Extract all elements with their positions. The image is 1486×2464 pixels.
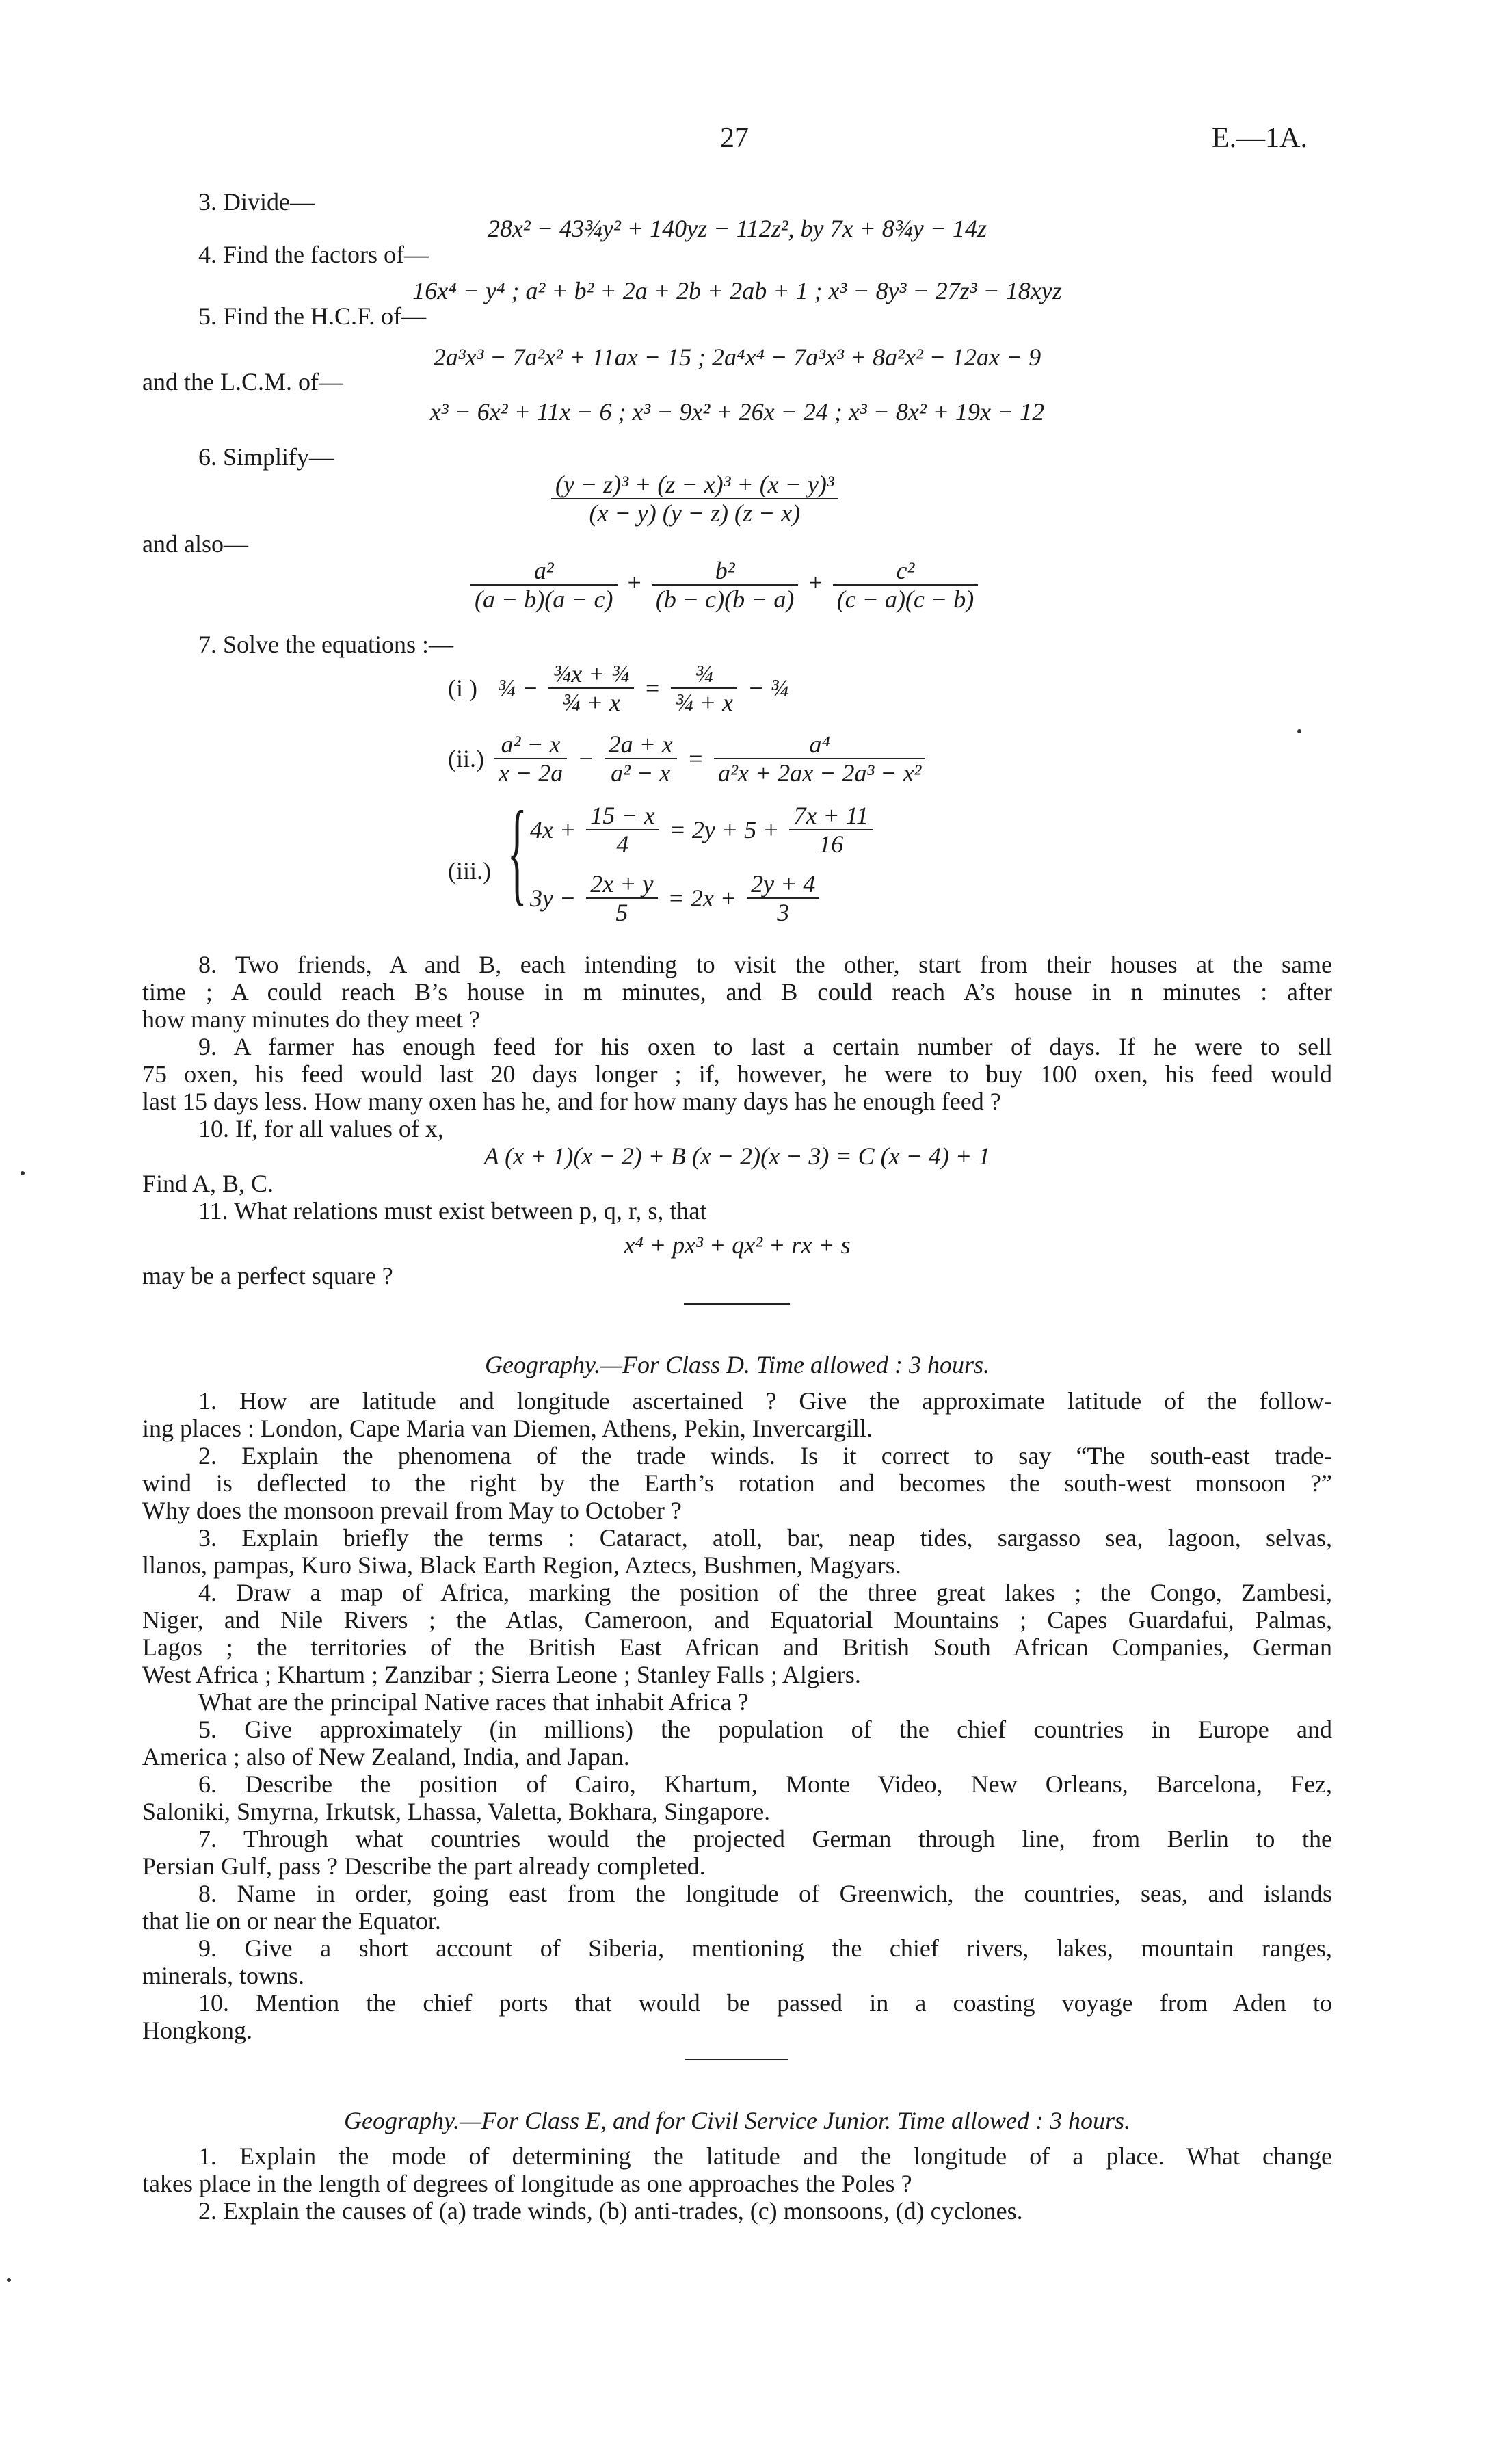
question-11-label: 11. What relations must exist between p, q, r, s, that — [198, 1197, 707, 1224]
geography-class-e-heading: Geography.—For Class E, and for Civil Service Junior. Time allowed : 3 hours. — [344, 2107, 1130, 2134]
equation-i: (i ) ¾ − $\frac{\text{¾x + ¾}}{\text{¾ + x}}$ = $\frac{\text{¾}}{\text{¾ + x}}$ − ¾ — [448, 660, 789, 716]
geo-d-line: wind is deflected to the right by the Earth’s rotation and becomes the south-west monsoon ?” — [142, 1469, 1332, 1497]
question-9-line-2: 75 oxen, his feed would last 20 days longer ; if, however, he were to buy 100 oxen, his feed would — [142, 1060, 1332, 1088]
geography-class-d-heading: Geography.—For Class D. Time allowed : 3 hours. — [484, 1351, 990, 1378]
geo-d-line: West Africa ; Khartum ; Zanzibar ; Sierra Leone ; Stanley Falls ; Algiers. — [142, 1661, 861, 1688]
geo-d-line: 8. Name in order, going east from the longitude of Greenwich, the countries, seas, and islands — [198, 1880, 1332, 1907]
page-number: 27 — [720, 122, 749, 154]
geo-d-line: minerals, towns. — [142, 1962, 304, 1989]
question-5-lcm-label: and the L.C.M. of— — [142, 368, 343, 395]
section-divider — [684, 1303, 790, 1305]
geo-e-line: 2. Explain the causes of (a) trade winds, (b) anti-trades, (c) monsoons, (d) cyclones. — [198, 2197, 1023, 2225]
question-10-label: 10. If, for all values of x, — [198, 1115, 444, 1142]
question-5-lcm-expression: x³ − 6x² + 11x − 6 ; x³ − 9x² + 26x − 24 ; x³ − 8x² + 19x − 12 — [429, 398, 1045, 425]
question-10-expression: A (x + 1)(x − 2) + B (x − 2)(x − 3) = C (x − 4) + 1 — [483, 1142, 991, 1170]
geo-d-line: 10. Mention the chief ports that would be passed in a coasting voyage from Aden to — [198, 1989, 1332, 2017]
section-divider — [685, 2059, 788, 2060]
print-speck — [1297, 729, 1301, 733]
question-6-fraction: $\frac{\text{(y − z)³ + (z − x)³ + (x − y)³}}{(x - y) (y - z) (z - x)}$ — [547, 471, 842, 527]
question-6-label: 6. Simplify— — [198, 443, 334, 471]
geo-d-line: that lie on or near the Equator. — [142, 1907, 441, 1935]
question-11-tail: may be a perfect square ? — [142, 1262, 393, 1289]
print-speck — [7, 2278, 11, 2282]
geo-d-line: 2. Explain the phenomena of the trade winds. Is it correct to say “The south-east trade- — [198, 1442, 1332, 1469]
question-8-line-3: how many minutes do they meet ? — [142, 1006, 480, 1033]
geo-d-line: Niger, and Nile Rivers ; the Atlas, Cameroon, and Equatorial Mountains ; Capes Guardafui, Palmas, — [142, 1606, 1332, 1634]
equation-iii-line-2: 3y − $\frac{2x + y}{5}$ = 2x + $\frac{2y + 4}{3}$ — [530, 870, 823, 926]
equation-ii: (ii.) $\frac{\text{a² − x}}{x - 2a}$ − $\frac{2a + x}{\text{a² − x}}$ = $\frac{\text{a⁴}}{\text{a²x + 2ax − 2a³ − x²}}$ — [448, 731, 929, 787]
equation-iii-label: (iii.) — [448, 857, 491, 884]
geo-e-line: takes place in the length of degrees of longitude as one approaches the Poles ? — [142, 2170, 912, 2197]
question-3-expression: 28x² − 43¾y² + 140yz − 112z², by 7x + 8¾y − 14z — [487, 215, 987, 242]
question-8-line-1: 8. Two friends, A and B, each intending to visit the other, start from their houses at the same — [198, 951, 1332, 978]
question-3-label: 3. Divide— — [198, 188, 315, 215]
geo-d-line: Persian Gulf, pass ? Describe the part already completed. — [142, 1852, 706, 1880]
geo-d-line: Saloniki, Smyrna, Irkutsk, Lhassa, Valetta, Bokhara, Singapore. — [142, 1798, 771, 1825]
question-6-sum-expression: $\frac{\text{a²}}{(a - b)(a - c)}$ + $\frac{\text{b²}}{(b - c)(b - a)}$ + $\frac{\text{c²}}{(c - a)(c - b)}$ — [466, 557, 982, 613]
geo-d-line: Lagos ; the territories of the British East African and British South African Companies, German — [142, 1634, 1332, 1661]
question-10-tail: Find A, B, C. — [142, 1170, 274, 1197]
geo-d-line: llanos, pampas, Kuro Siwa, Black Earth Region, Aztecs, Bushmen, Magyars. — [142, 1551, 901, 1579]
geo-d-line: 1. How are latitude and longitude ascertained ? Give the approximate latitude of the follow- — [198, 1387, 1332, 1415]
geo-d-line: 9. Give a short account of Siberia, mentioning the chief rivers, lakes, mountain ranges, — [198, 1935, 1332, 1962]
equation-iii-line-1: 4x + $\frac{15 - x}{4}$ = 2y + 5 + $\frac{7x + 11}{16}$ — [530, 802, 877, 858]
left-brace-icon: { — [507, 787, 527, 916]
geo-d-line: 7. Through what countries would the projected German through line, from Berlin to the — [198, 1825, 1332, 1852]
geo-d-line: Why does the monsoon prevail from May to October ? — [142, 1497, 682, 1524]
question-4-label: 4. Find the factors of— — [198, 241, 429, 268]
geo-d-line: America ; also of New Zealand, India, and Japan. — [142, 1743, 630, 1770]
geo-e-line: 1. Explain the mode of determining the latitude and the longitude of a place. What change — [198, 2142, 1332, 2170]
question-8-line-2: time ; A could reach B’s house in m minutes, and B could reach A’s house in n minutes : after — [142, 978, 1332, 1006]
geo-d-line: Hongkong. — [142, 2017, 252, 2044]
geo-d-line: 5. Give approximately (in millions) the population of the chief countries in Europe and — [198, 1716, 1332, 1743]
question-11-expression: x⁴ + px³ + qx² + rx + s — [624, 1231, 851, 1259]
print-speck — [21, 1171, 25, 1175]
question-7-label: 7. Solve the equations :— — [198, 631, 453, 658]
question-5-label: 5. Find the H.C.F. of— — [198, 302, 427, 330]
question-4-expression: 16x⁴ − y⁴ ; a² + b² + 2a + 2b + 2ab + 1 ; x³ − 8y³ − 27z³ − 18xyz — [412, 277, 1062, 304]
question-9-line-1: 9. A farmer has enough feed for his oxen to last a certain number of days. If he were to sell — [198, 1033, 1332, 1060]
question-5-hcf-expression: 2a³x³ − 7a²x² + 11ax − 15 ; 2a⁴x⁴ − 7a³x³ + 8a²x² − 12ax − 9 — [433, 343, 1041, 371]
geo-d-line: What are the principal Native races that inhabit Africa ? — [198, 1688, 749, 1716]
geo-d-line: ing places : London, Cape Maria van Diemen, Athens, Pekin, Invercargill. — [142, 1415, 873, 1442]
question-6-also-label: and also— — [142, 530, 248, 558]
question-9-line-3: last 15 days less. How many oxen has he, and for how many days has he enough feed ? — [142, 1088, 1001, 1115]
document-reference: E.—1A. — [1212, 122, 1308, 154]
geo-d-line: 4. Draw a map of Africa, marking the position of the three great lakes ; the Congo, Zambesi, — [198, 1579, 1332, 1606]
geo-d-line: 6. Describe the position of Cairo, Khartum, Monte Video, New Orleans, Barcelona, Fez, — [198, 1770, 1332, 1798]
geo-d-line: 3. Explain briefly the terms : Cataract, atoll, bar, neap tides, sargasso sea, lagoon, selvas, — [198, 1524, 1332, 1551]
